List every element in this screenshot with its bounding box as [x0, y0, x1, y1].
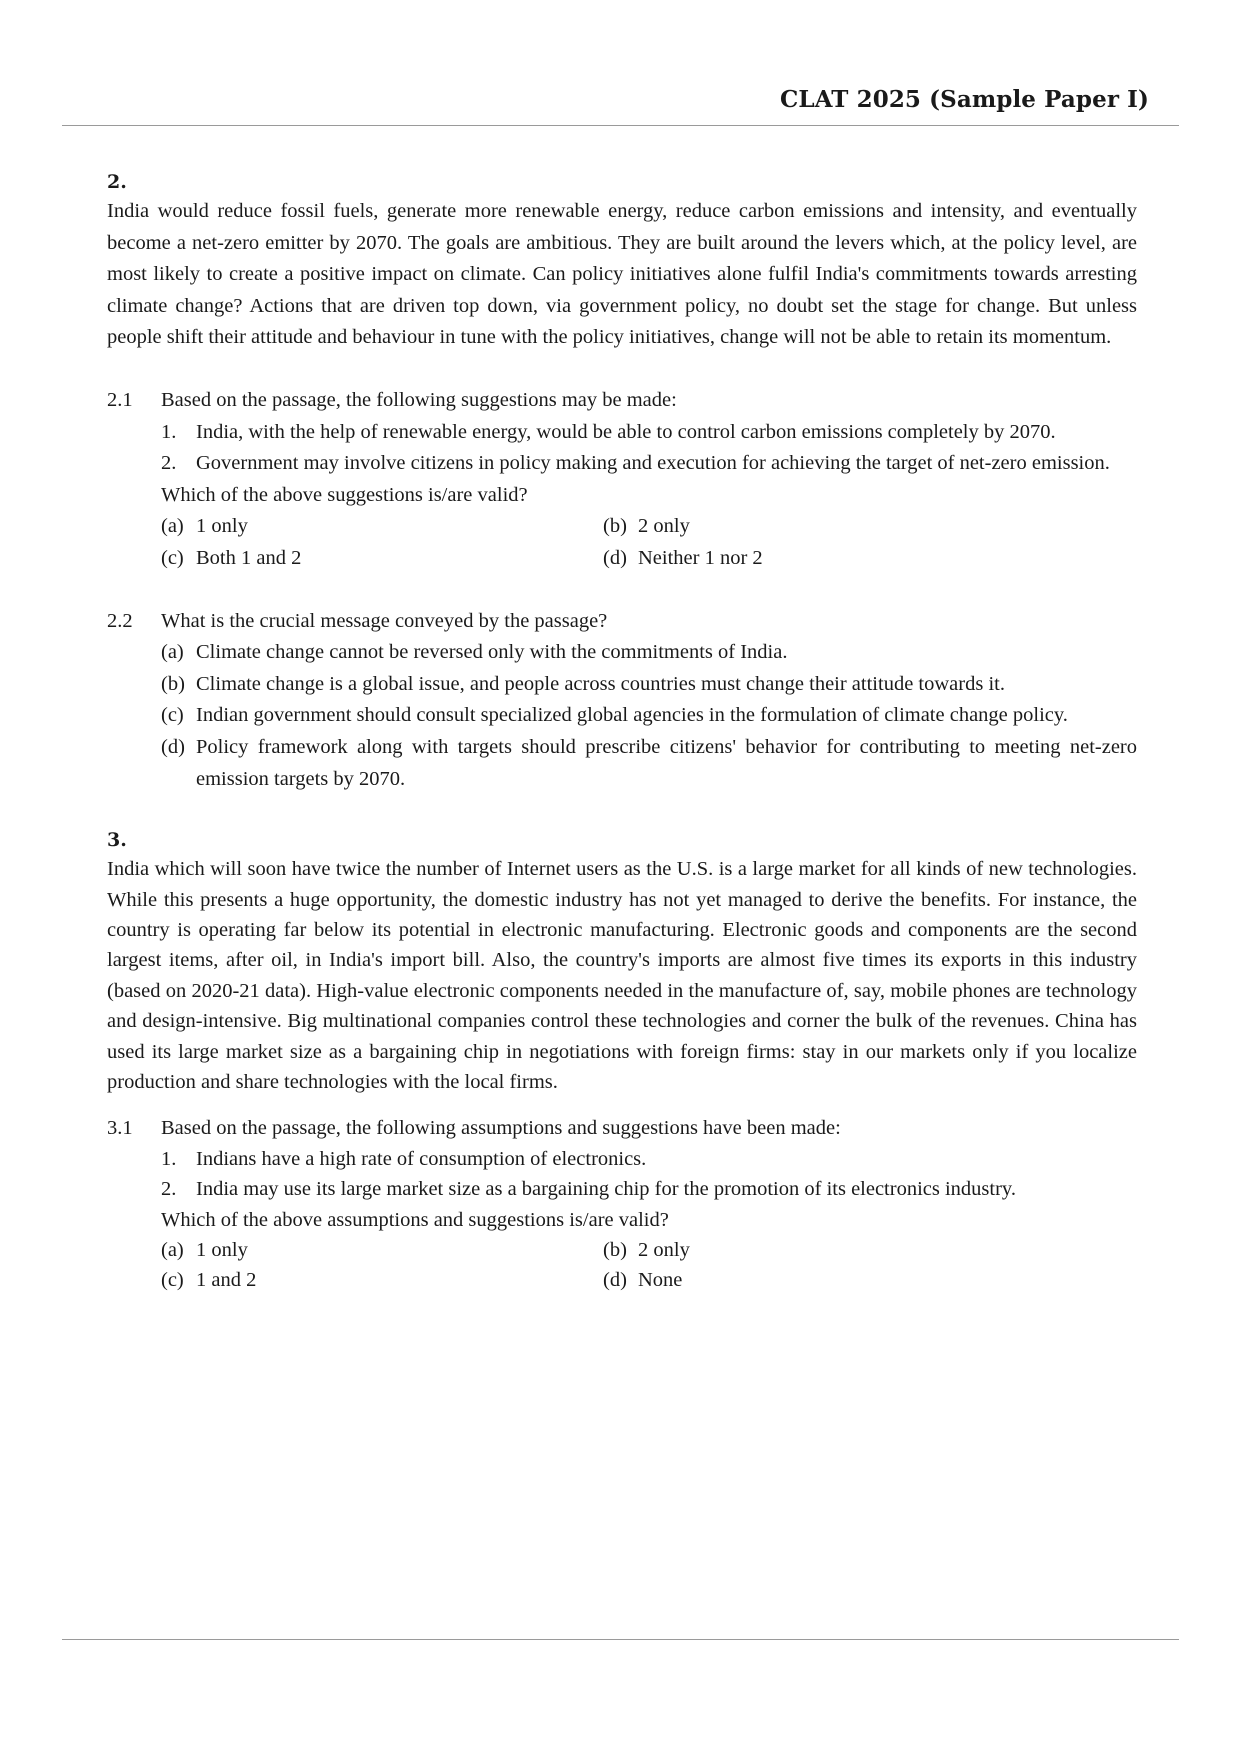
- option-c: (c) Both 1 and 2: [161, 546, 302, 569]
- option-b: (b) 2 only: [603, 1238, 690, 1261]
- question-prompt: Which of the above suggestions is/are valid?: [161, 483, 528, 506]
- question-2-1: [107, 385, 1137, 575]
- section-2-passage: India would reduce fossil fuels, generate more renewable energy, reduce carbon emissions and intensity, and eventually become a net-zero emitter by 2070. The goals are ambitious. They are built around the levers which, at the policy level, are most likely to create a positive impact on climate. Can policy initiatives alone fulfil India's commitments towards arresting climate change? Actions that are driven top down, via government policy, no doubt set the stage for change. But unless people shift their attitude and behaviour in tune with the policy initiatives, change will not be able to retain its momentum.: [107, 200, 1137, 349]
- list-item: 1. Indians have a high rate of consumption of electronics.: [161, 1147, 647, 1170]
- header-title: CLAT 2025 (Sample Paper I): [779, 86, 1149, 113]
- question-stem: Based on the passage, the following suggestions may be made:: [161, 388, 677, 411]
- question-prompt: Which of the above assumptions and suggestions is/are valid?: [161, 1208, 669, 1231]
- option-d: (d) None: [603, 1269, 683, 1292]
- question-3-1: [107, 1113, 1137, 1295]
- page-header: [62, 86, 1179, 126]
- option-d: (d) Policy framework along with targets should prescribe citizens' behavior for contributing to meeting net-zero emission targets by 2070.: [161, 735, 1137, 790]
- list-item: 2. India may use its large market size as a bargaining chip for the promotion of its electronics industry.: [161, 1178, 1016, 1201]
- section-2-number: 2.: [107, 171, 127, 193]
- question-number: 2.2: [107, 609, 133, 632]
- option-a: (a) 1 only: [161, 1238, 248, 1261]
- list-item: 1. India, with the help of renewable energy, would be able to control carbon emissions completely by 2070.: [161, 420, 1056, 443]
- option-a: (a) 1 only: [161, 515, 248, 538]
- option-a: (a) Climate change cannot be reversed only with the commitments of India.: [161, 641, 788, 664]
- option-b: (b) Climate change is a global issue, and people across countries must change their attitude towards it.: [161, 672, 1005, 695]
- option-c: (c) Indian government should consult specialized global agencies in the formulation of climate change policy.: [161, 704, 1068, 727]
- question-stem: What is the crucial message conveyed by the passage?: [161, 609, 608, 632]
- section-3-number: 3.: [107, 829, 127, 852]
- option-d: (d) Neither 1 nor 2: [603, 546, 763, 569]
- question-2-2: [107, 606, 1137, 796]
- section-3-passage: India which will soon have twice the number of Internet users as the U.S. is a large market for all kinds of new technologies. While this presents a huge opportunity, the domestic industry has not yet managed to derive the benefits. For instance, the country is operating far below its potential in electronic manufacturing. Electronic goods and components are the second largest items, after oil, in India's import bill. Also, the country's imports are almost five times its exports in this industry (based on 2020-21 data). High-value electronic components needed in the manufacture of, say, mobile phones are technology and design-intensive. Big multinational companies control these technologies and corner the bulk of the revenues. China has used its large market size as a bargaining chip in negotiations with foreign firms: stay in our markets only if you localize production and share technologies with the local firms.: [107, 858, 1137, 1093]
- footer-rule: [62, 1639, 1179, 1640]
- list-item: 2. Government may involve citizens in policy making and execution for achieving the target of net-zero emission.: [161, 452, 1110, 475]
- option-c: (c) 1 and 2: [161, 1269, 257, 1292]
- page-content: [107, 168, 1137, 1296]
- question-number: 2.1: [107, 388, 133, 411]
- question-stem: Based on the passage, the following assumptions and suggestions have been made:: [161, 1117, 841, 1140]
- question-number: 3.1: [107, 1117, 133, 1140]
- option-b: (b) 2 only: [603, 515, 690, 538]
